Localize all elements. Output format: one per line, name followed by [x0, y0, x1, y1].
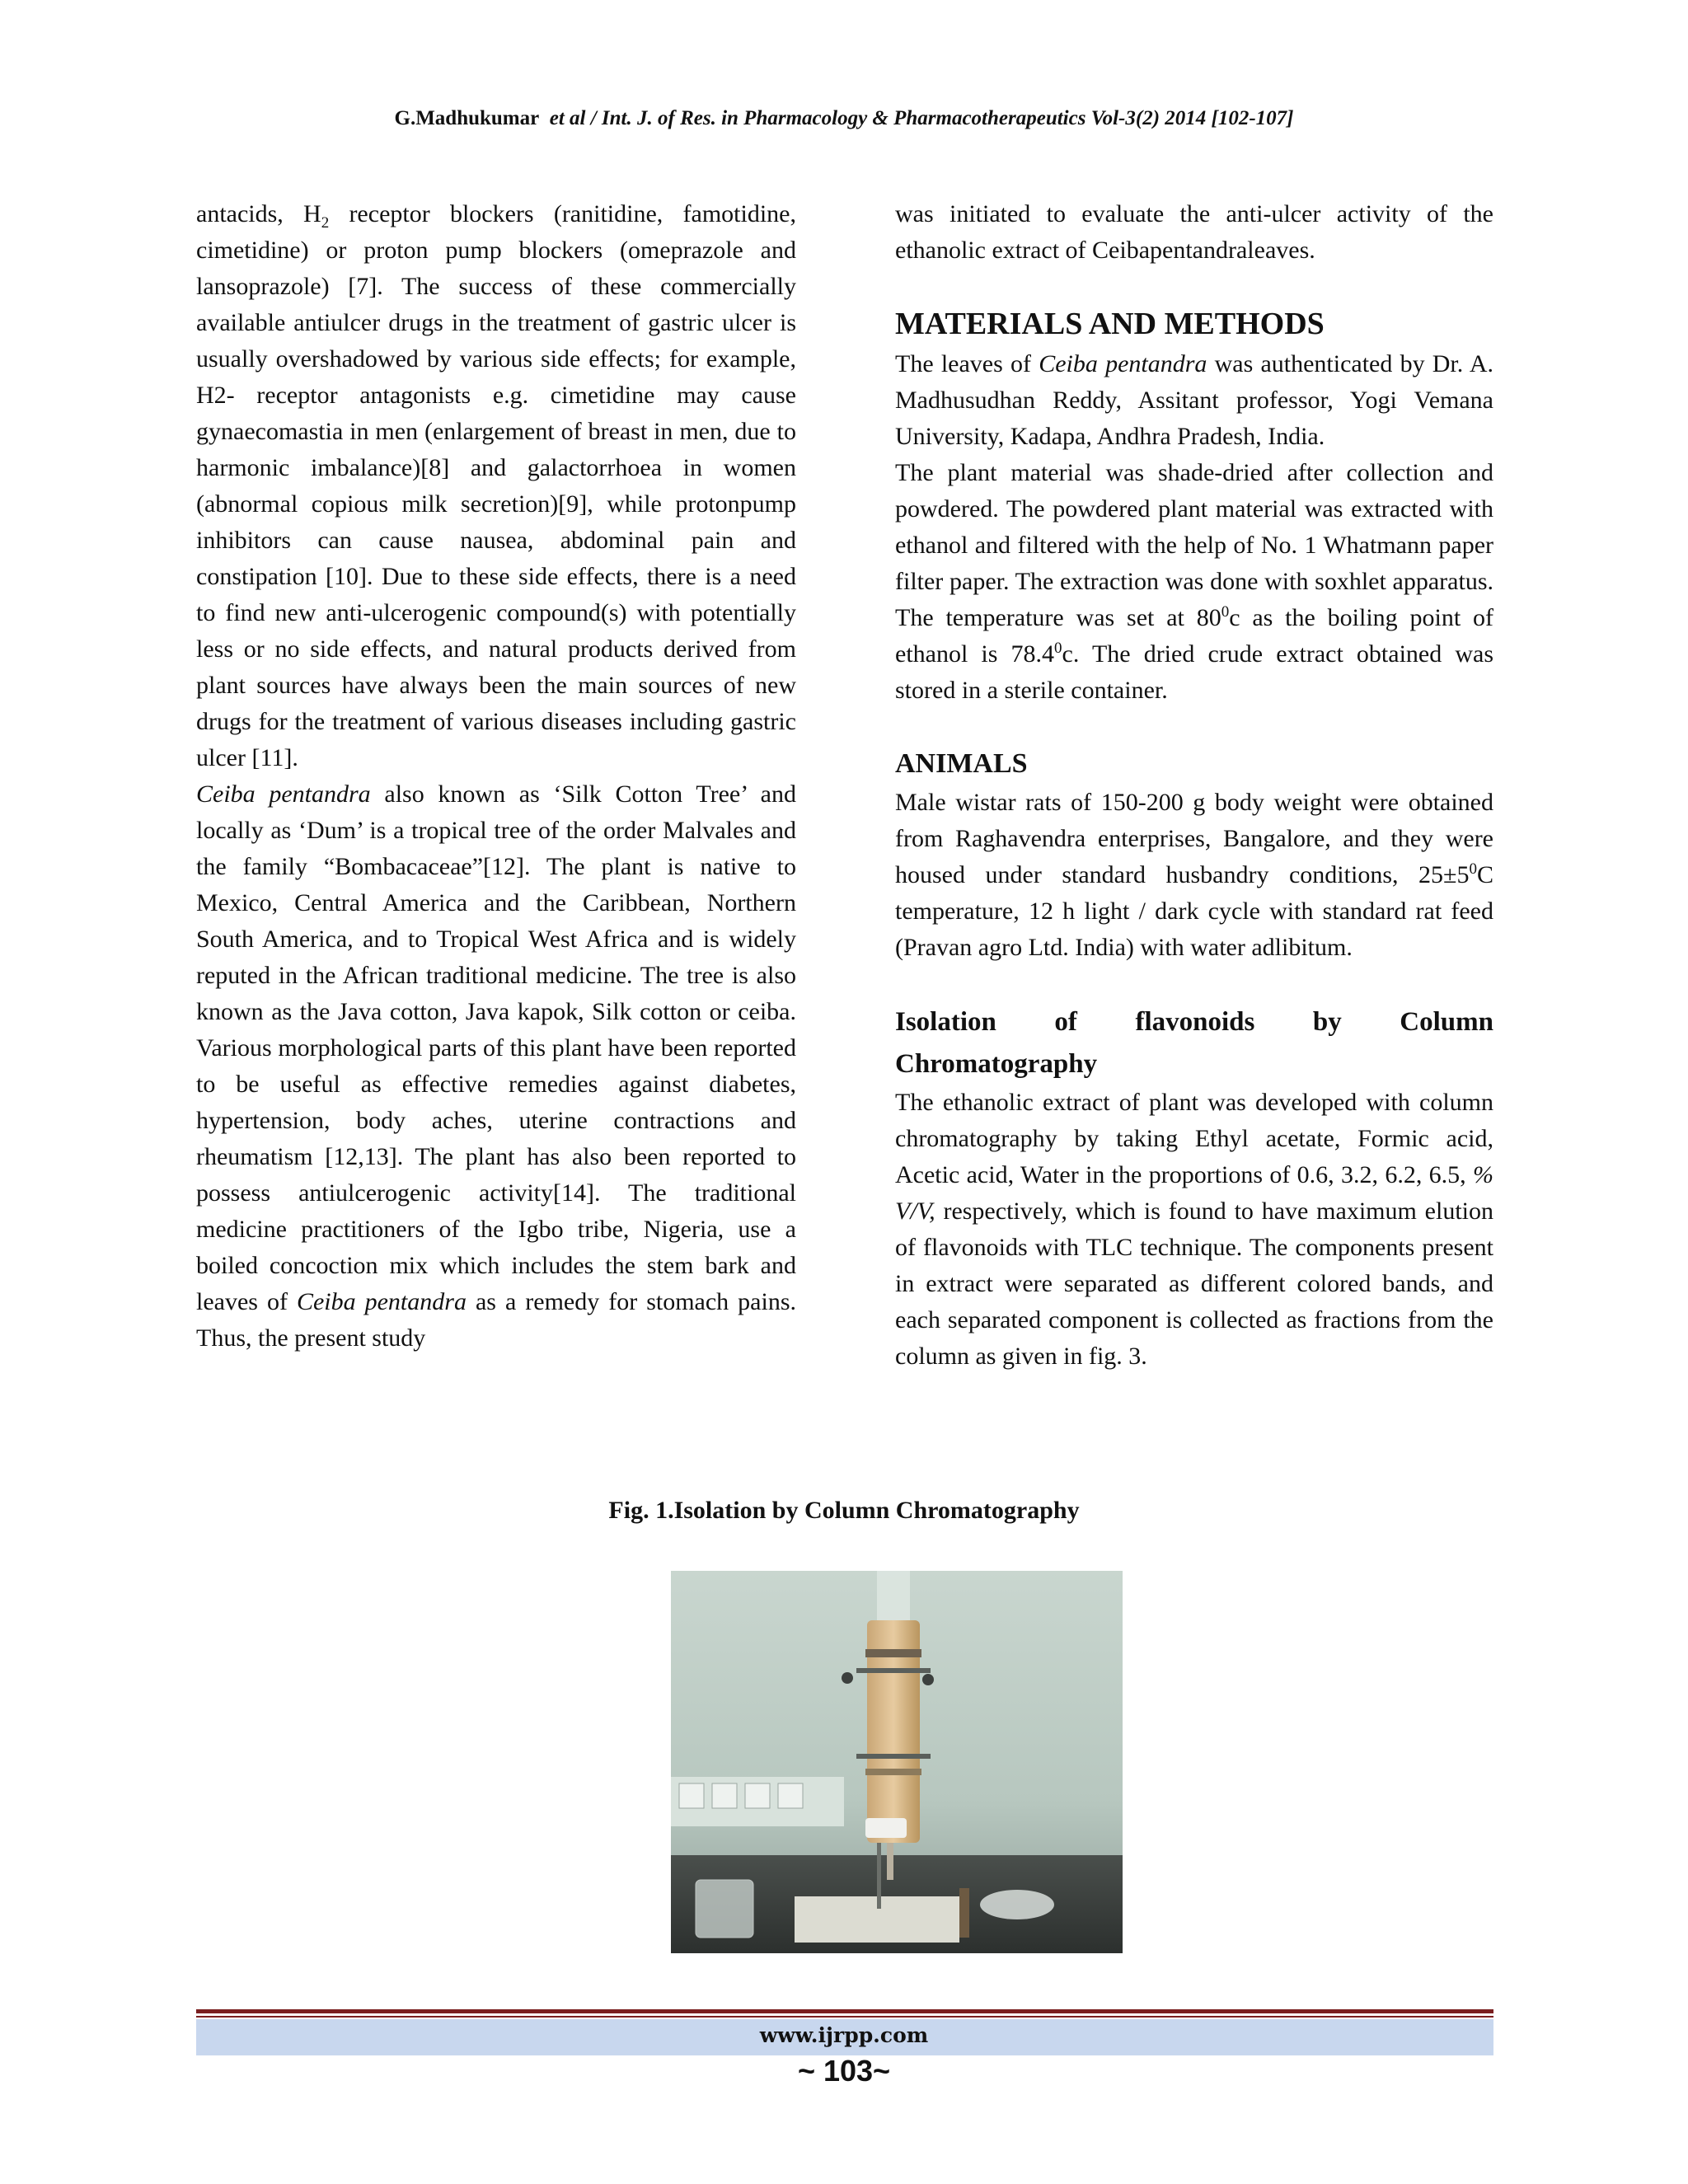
paragraph-ceiba-pentandra: Ceiba pentandra also known as ‘Silk Cotton Tree’ and locally as ‘Dum’ is a tropical tree of the order Malvales and the family “Bombacaceae”[12]. The plant is native to Mexico, Central America and the Caribbean, Northern South America, and to Tropical West Africa and is widely reputed in the African traditional medicine. The tree is also known as the Java cotton, Java kapok, Silk cotton or ceiba. Various morphological parts of this plant have been reported to be useful as effective remedies against diabetes, hypertension, body aches, uterine contractions and rheumatism [12,13]. The plant has also been reported to possess antiulcerogenic activity[14]. The traditional medicine practitioners of the Igbo tribe, Nigeria, use a boiled concoction mix which includes the stem bark and leaves of Ceiba pentandra as a remedy for stomach pains. Thus, the present study — [196, 780, 796, 1352]
heading-animals: ANIMALS — [895, 748, 1028, 779]
left-column — [196, 196, 796, 1357]
figure-caption: Fig. 1.Isolation by Column Chromatography — [608, 1497, 1080, 1524]
header-author: G.Madhukumar — [394, 107, 540, 129]
paragraph-antiulcer-drugs: antacids, $H_2$ receptor blockers (ranitidine, famotidine, cimetidine) or proton pump blockers (omeprazole and lansoprazole) [7]. The success of these commercially available antiulcer drugs in the treatment of gastric ulcer is usually overshadowed by various side effects; for example, H2- receptor antagonists e.g. cimetidine may cause gynaecomastia in men (enlargement of breast in men, due to harmonic imbalance)[8] and galactorrhoea in women (abnormal copious milk secretion)[9], while protonpump inhibitors can cause nausea, abdominal pain and constipation [10]. Due to these side effects, there is a need to find new anti-ulcerogenic compound(s) with potentially less or no side effects, and natural products derived from plant sources have always been the main sources of new drugs for the treatment of various diseases including gastric ulcer [11]. — [196, 200, 796, 771]
right-column — [895, 196, 1493, 1375]
running-header — [0, 107, 1688, 130]
page-number: ~ 103~ — [797, 2054, 891, 2088]
paragraph-authentication: The leaves of Ceiba pentandra was authenticated by Dr. A. Madhusudhan Reddy, Assitant professor, Yogi Vemana University, Kadapa, Andhra Pradesh, India. — [895, 350, 1493, 450]
paragraph-study-aim: was initiated to evaluate the anti-ulcer activity of the ethanolic extract of Ceibapentandraleaves. — [895, 200, 1493, 264]
heading-isolation-line1: Isolation of flavonoids by Column — [895, 1007, 1493, 1037]
footer-url[interactable]: www.ijrpp.com — [759, 2023, 929, 2047]
column-chromatography-photo — [671, 1571, 1123, 1953]
paragraph-extraction: The plant material was shade-dried after collection and powdered. The powdered plant material was extracted with ethanol and filtered with the help of No. 1 Whatmann paper filter paper. The extraction was done with soxhlet apparatus. The temperature was set at $80^0c$ as the boiling point of ethanol is 78.4$^0$c. The dried crude extract obtained was stored in a sterile container. — [895, 459, 1493, 704]
footer-rule-thin — [196, 2016, 1493, 2018]
heading-isolation-line2: Chromatography — [895, 1049, 1098, 1079]
header-citation: et al / Int. J. of Res. in Pharmacology & Pharmacotherapeutics Vol-3(2) 2014 [102-107] — [549, 107, 1294, 129]
heading-materials-methods: MATERIALS AND METHODS — [895, 307, 1325, 341]
paragraph-isolation: The ethanolic extract of plant was developed with column chromatography by taking Ethyl acetate, Formic acid, Acetic acid, Water in the proportions of 0.6, 3.2, 6.2, 6.5, % V/V, respectively, which is found to have maximum elution of flavonoids with TLC technique. The components present in extract were separated as different colored bands, and each separated component is collected as fractions from the column as given in fig. 3. — [895, 1089, 1493, 1370]
footer-rule — [196, 2009, 1493, 2013]
paragraph-animals: Male wistar rats of 150-200 g body weight were obtained from Raghavendra enterprises, Bangalore, and they were housed under standard husbandry conditions, $25\pm 5^0C$ temperature, 12 h light / dark cycle with standard rat feed (Pravan agro Ltd. India) with water adlibitum. — [895, 789, 1493, 961]
